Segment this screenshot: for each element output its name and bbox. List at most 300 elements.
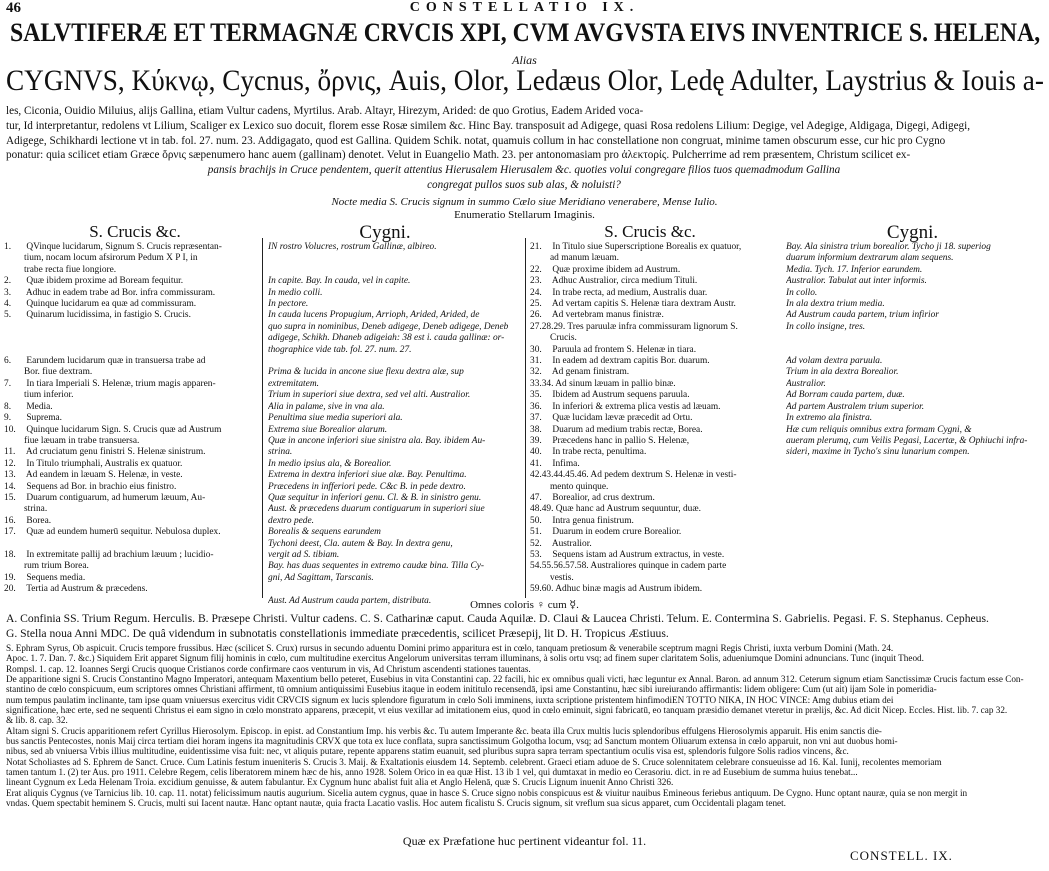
list-row: [530, 242, 780, 253]
star-description: vestis.: [550, 572, 574, 583]
list-row: [268, 516, 522, 527]
list-row: [4, 539, 258, 550]
list-row: [530, 413, 780, 424]
list-row: [530, 345, 780, 356]
star-number: 25.: [530, 299, 542, 310]
star-description: Quinarum lucidissima, in fastigio S. Crucis.: [26, 310, 191, 321]
star-description: In ala dextra trium media.: [786, 299, 885, 310]
list-row: [786, 322, 1046, 333]
star-description: vergit ad S. tibiam.: [268, 549, 340, 560]
list-row: [4, 367, 258, 378]
list-row: [4, 470, 258, 481]
list-row: [268, 425, 522, 436]
star-number: 59.60.: [530, 584, 554, 595]
star-description: tium inferior.: [24, 390, 74, 401]
intro-text: [6, 104, 1042, 193]
star-number: 16.: [4, 515, 16, 526]
list-row: [268, 470, 522, 481]
star-number: 18.: [4, 549, 16, 560]
list-row: [4, 459, 258, 470]
list-row: [268, 504, 522, 515]
star-description: Sequens ad Bor. in brachio eius finistro.: [26, 481, 177, 492]
list-row: [4, 402, 258, 413]
star-description: In extremo ala finistra.: [786, 413, 873, 424]
star-description: In inferiori & extrema plica vestis ad læuam.: [552, 401, 721, 412]
list-row: [786, 265, 1046, 276]
legend-text: [6, 611, 1042, 641]
star-number: 33.34.: [530, 378, 554, 389]
list-row: [268, 584, 522, 595]
star-description: Adhuc binæ magis ad Austrum ibidem.: [555, 584, 703, 595]
star-description: Ad vertebram manus finistræ.: [551, 310, 664, 321]
star-description: Alia in palame, sive in vna ala.: [268, 401, 385, 412]
star-number: 38.: [530, 424, 542, 435]
star-description: aueram plerumq, cum Veilis Pegasi, Lacertæ, & Ophiuchi infra-: [786, 435, 1028, 446]
star-number: 14.: [4, 481, 16, 492]
list-row: [268, 299, 522, 310]
list-row: [268, 310, 522, 321]
list-row: [268, 322, 522, 333]
star-description: Bay. has duas sequentes in extremo caudæ bina. Tilla Cy-: [268, 561, 485, 572]
star-number: 11.: [4, 447, 16, 458]
list-row: [4, 242, 258, 253]
star-description: Ibidem ad Austrum sequens paruula.: [552, 390, 690, 401]
star-description: Quæ lucidam lævæ præcedit ad Ortu.: [552, 413, 693, 424]
note-line: significatione, hæc erte, sed ne sequenti Christus ei eam signo in cœlo monstrato apparens, præcepit, vt eius vexillar ad imitationem eius, quod in cœlo eminuit, signi fabricatū, eo tanquam præsidio demanet vteretur in prælijs, &c. Ad dicit Nicep. Eccles. Hist. lib. 7. cap 32.: [6, 705, 1008, 716]
list-row: [4, 436, 258, 447]
list-row: [268, 561, 522, 572]
note-line: Rompsl. 1. cap. 12. Ioannes Sergi Crucis quoque Cristianos corde confirmare caos venturum in vis, Ad Christum ascendenti stationes tauentas.: [6, 663, 531, 674]
list-row: [4, 573, 258, 584]
star-number: 2.: [4, 276, 12, 287]
note-line: Altam signi S. Crucis apparitionem refert Cyrillus Hierosolym. Episcop. in epist. ad Constantium Imp. his verbis &c. Tu autem Imperante &c. beata illa Crux multis lucis splendoribus effulgens Hierosolymis apparuit. His enim sanctis die-: [6, 725, 882, 736]
star-description: Duarum ad medium trabis rectæ, Borea.: [552, 424, 703, 435]
star-description: In cauda lucens Propugium, Arrioph, Arided, Arided, de: [268, 310, 480, 321]
star-description: fiue læuam in trabe transuersa.: [24, 435, 140, 446]
list-row: [4, 356, 258, 367]
list-row: [268, 402, 522, 413]
list-row: [786, 413, 1046, 424]
intro-line: congregat pullos suos sub alas, & noluisti?: [427, 178, 621, 191]
star-number: 37.: [530, 413, 542, 424]
legend-line: A. Confinia SS. Trium Regum. Herculis. B. Præsepe Christi. Vultur cadens. C. S. Catharinæ caput. Cauda Aquilæ. D. Claui & Laucea Christi. Telum. E. Contermina S. Gabrielis. Pegasi. F. S. Stephanus. Cepheus.: [6, 612, 989, 625]
list-row: [530, 539, 780, 550]
list-row: [4, 253, 258, 264]
star-number: 22.: [530, 264, 542, 275]
star-description: In tiara Imperiali S. Helenæ, trium magis apparen-: [26, 378, 216, 389]
list-row: [530, 584, 780, 595]
star-description: Tertia ad Austrum & præcedens.: [26, 584, 148, 595]
star-description: In capite. Bay. In cauda, vel in capite.: [268, 276, 411, 287]
intro-line: Adigege, Schikhardi lectione vt in tab. fol. 27. num. 23. Addigagato, quod est Gallina. Quidem Schik. notat, quamuis collum in hac constellatione non congruat, minime tamen obscurum esse, cur hic pro Cygno: [6, 134, 946, 147]
star-description: duarum informium dextrarum alam sequens.: [786, 253, 954, 264]
list-row: [530, 356, 780, 367]
star-description: Duarum in eodem crure Borealior.: [552, 527, 682, 538]
list-row: [268, 482, 522, 493]
list-row: [4, 550, 258, 561]
star-description: IN rostro Volucres, rostrum Gallinæ, albireo.: [268, 242, 437, 252]
list-row: [530, 402, 780, 413]
star-description: Præcedens in infferiori pede. C&c B. in pede dextro.: [268, 481, 466, 492]
note-line: lineant Cygnum ex Leda Helenam Troia. excidium genuisse, & autem fabulantur. Ex Cygnum hunc abalist fuit alia et Anglo Helenā, quæ S. Crucis Lignum inuenit Anno Christi 326.: [6, 777, 674, 788]
star-number: 19.: [4, 572, 16, 583]
star-description: Media.: [26, 401, 53, 412]
star-description: Australior. Tabulat aut inter informis.: [786, 276, 927, 287]
list-row: [4, 390, 258, 401]
star-description: QVinque lucidarum, Signum S. Crucis repræsentan-: [26, 242, 222, 252]
star-description: In collo.: [786, 287, 818, 298]
list-row: [530, 310, 780, 321]
star-description: Ad cruciatum genu finistri S. Helenæ sinistrum.: [25, 447, 206, 458]
list-row: [4, 482, 258, 493]
star-description: Media. Tych. 17. Inferior earundem.: [786, 264, 923, 275]
star-number: 52.: [530, 538, 542, 549]
star-description: In medio ipsius ala, & Borealior.: [268, 458, 392, 469]
star-number: 53.: [530, 549, 542, 560]
intro-line: les, Ciconia, Ouidio Miluius, alijs Gallina, etiam Vultur cadens, Myrtilus. Arab. Altayr, Hirezym, Arided: de quo Grotius, Eadem Arided voca-: [6, 105, 644, 117]
star-number: 4.: [4, 299, 12, 310]
star-number: 7.: [4, 378, 12, 389]
star-description: In eadem ad dextram capitis Bor. duarum.: [552, 356, 710, 367]
star-description: In trabe recta, ad medium, Australis duar.: [552, 287, 708, 298]
list-row: [4, 516, 258, 527]
star-description: Quæ in ancone inferiori siue sinistra ala. Bay. ibidem Au-: [268, 435, 486, 446]
star-description: Australior.: [551, 538, 592, 549]
list-row: [268, 413, 522, 424]
list-row: [786, 345, 1046, 356]
list-row: [4, 413, 258, 424]
star-description: Duarum contiguarum, ad humerum læuum, Au-: [26, 492, 206, 503]
list-row: [530, 527, 780, 538]
star-number: 12.: [4, 458, 16, 469]
star-description: Quæ hanc ad Austrum sequuntur, duæ.: [555, 504, 701, 515]
list-row: [786, 333, 1046, 344]
star-description: Adhuc in eadem trabe ad Bor. infra commissuram.: [25, 287, 216, 298]
list-row: [4, 447, 258, 458]
list-row: [530, 322, 780, 333]
star-number: 5.: [4, 310, 12, 321]
star-description: trabe recta fiue longiore.: [24, 264, 117, 275]
list-row: [786, 253, 1046, 264]
list-row: [268, 333, 522, 344]
list-row: [268, 345, 522, 356]
main-title: SALVTIFERÆ ET TERMAGNÆ CRVCIS XPI, CVM AVGVSTA EIVS INVENTRICE S. HELENA,: [10, 18, 1041, 47]
star-list-cygni-1: [268, 242, 522, 607]
list-row: [530, 425, 780, 436]
list-row: [530, 516, 780, 527]
star-number: 15.: [4, 492, 16, 503]
intro-line: ponatur: quia scilicet etiam Græce ὄρνις sæpenumero hanc auem (gallinam) denotet. Velut in Euangelio Math. 23. per antonomasiam pro ἀλεκτορίς. Pulcherrime ad rem præsentem, Christum scilicet ex-: [6, 149, 911, 162]
star-description: Bor. fiue dextram.: [24, 367, 93, 378]
star-description: Trium in superiori siue dextra, sed vel alti. Australior.: [268, 390, 471, 401]
list-row: [268, 573, 522, 584]
list-row: [786, 447, 1046, 458]
list-row: [530, 379, 780, 390]
list-row: [4, 288, 258, 299]
star-description: Intra genua finistrum.: [552, 515, 634, 526]
star-list-crucis-2: [530, 242, 780, 596]
star-description: Ad genam finistram.: [551, 367, 630, 378]
list-row: [786, 425, 1046, 436]
list-row: [530, 390, 780, 401]
note-line: vndas. Quem spectabit heminem S. Crucis, multi sui Iacent nautæ. Hanc optant nautæ, quia fracta Lacatio vaslis. Hoc autem ficalistu S. Crucis signum, sit vreflum sua sicus apparet, cum Occidentali plagam tenet.: [6, 798, 786, 809]
star-description: Adhuc Australior, circa medium Tituli.: [551, 276, 698, 287]
list-row: [268, 390, 522, 401]
star-description: Ad pedem dextrum S. Helenæ in vesti-: [590, 470, 737, 481]
star-description: dextro pede.: [268, 515, 314, 526]
star-description: strina.: [268, 447, 293, 458]
star-number: 47.: [530, 492, 542, 503]
note-line: num tempus paulatim inclinante, tam ipse quam vniuersus exercitus vidit CRVCIS signum ex lucis splendore figuratum in cœlo Soli imminens, iuxta scriptione pristentem hinfimodiEN TOTTO NIKA, IN HOC VINCE: Amg dubius etiam dei: [6, 694, 894, 705]
star-description: quo supra in nominibus, Deneb adigege, Deneb adigege, Deneb: [268, 321, 509, 332]
star-description: sideri, maxime in Tycho's sinu lunarium compen.: [786, 447, 970, 458]
list-row: [530, 299, 780, 310]
star-description: Aust. Ad Austrum cauda partem, distributa.: [268, 595, 432, 606]
star-description: Penultima siue media superiori ala.: [268, 413, 403, 424]
star-number: 23.: [530, 276, 542, 287]
star-description: In pectore.: [268, 299, 309, 310]
star-description: In extremitate pallij ad brachium læuum ; lucidio-: [26, 549, 214, 560]
list-row: [268, 527, 522, 538]
star-number: 3.: [4, 287, 12, 298]
star-number: 21.: [530, 242, 542, 252]
star-number: 17.: [4, 527, 16, 538]
list-row: [786, 356, 1046, 367]
column-divider: [525, 238, 526, 598]
star-description: Præcedens hanc in pallio S. Helenæ,: [552, 435, 690, 446]
star-number: 42.43.44.45.46.: [530, 470, 589, 481]
star-description: rum trium Borea.: [24, 561, 89, 572]
list-row: [530, 367, 780, 378]
list-row: [4, 322, 258, 333]
list-row: [268, 550, 522, 561]
intro-line: tur, Id interpretantur, redolens vt Lilium, Scaliger ex Lexico suo docuit, florem esse Rosæ similem &c. Hinc Bay. transposuit ad Adigege, quasi Rosa redolens Lilium: Degige, vel Adegige, Aldigaga, Digegi, Adigegi,: [6, 119, 971, 132]
list-row: [4, 379, 258, 390]
list-row: [786, 402, 1046, 413]
list-row: [4, 265, 258, 276]
list-row: [268, 367, 522, 378]
column-heading-cygni-2: Cygni.: [886, 222, 939, 243]
star-number: 50.: [530, 515, 542, 526]
list-row: [786, 367, 1046, 378]
list-row: [786, 276, 1046, 287]
star-description: Sequens media.: [26, 572, 86, 583]
list-row: [4, 276, 258, 287]
star-number: 8.: [4, 401, 12, 412]
note-line: S. Ephram Syrus, Ob aspicuit. Crucis tempore frussibus. Hæc (scilicet S. Crux) rursus in secundo aduentu Domini primo apparitura est in cœlo, tanquam pretiosum & venerabile sceptrum magni Regis Christi, iuxta verbum Domini (Math. 24.: [6, 643, 894, 653]
star-number: 10.: [4, 424, 16, 435]
list-row: [4, 299, 258, 310]
list-row: [4, 561, 258, 572]
star-description: Quinque lucidarum Sign. S. Crucis quæ ad Austrum: [26, 424, 222, 435]
list-row: [530, 561, 780, 572]
star-number: 35.: [530, 390, 542, 401]
star-number: 51.: [530, 527, 542, 538]
star-description: Ad eandem in læuam S. Helenæ, in veste.: [25, 470, 183, 481]
note-line: Apoc. 1. 7. Dan. 7. &c.) Siquidem Erit apparet Signum filij hominis in cœlo, cum multitudine exercitus Angelorum universitas terram illuminans, à solis ortu vsq; ad finem super claritatem Solis, adueniumque Domini adnuncians. Tunc (inquit Theod.: [6, 653, 924, 664]
star-number: 1.: [4, 242, 12, 252]
star-description: Australior.: [786, 378, 826, 389]
star-description: In collo insigne, tres.: [786, 321, 866, 332]
star-description: Infima.: [552, 458, 580, 469]
star-description: Sequens istam ad Austrum extractus, in veste.: [552, 549, 725, 560]
star-number: 48.49.: [530, 504, 554, 515]
star-description: Ad Austrum cauda partem, trium infirior: [786, 310, 939, 321]
star-description: In trabe recta, penultima.: [552, 447, 647, 458]
star-description: adigege, Schikh. Dhaneb adigeiah: 38 est i. cauda gallinæ: or-: [268, 333, 505, 344]
list-row: [530, 482, 780, 493]
note-line: & lib. 8. cap. 32.: [6, 715, 68, 726]
star-description: Australiores quinque in cadem parte: [590, 561, 727, 572]
list-row: [268, 242, 522, 253]
list-row: [4, 345, 258, 356]
list-row: [530, 253, 780, 264]
star-description: In Titulo siue Superscriptione Borealis ex quatuor,: [552, 242, 742, 252]
star-description: tium, nocam locum afsirorum Pedum X P I, in: [24, 253, 198, 264]
star-number: 6.: [4, 356, 12, 367]
note-line: stantino de cœlo conspicuum, eum scriptores omnes Christiani affirment, tū omnium antiquissimi Eusebius itaque in eodem inititulo recensendā, ipsi ame Constantinu, hæc sibi iureiurando affirmantis: lidem obligere: Cum (ut ait) ijam Sole in pomeridia-: [6, 684, 937, 695]
star-number: 40.: [530, 447, 542, 458]
star-number: 27.28.29.: [530, 321, 566, 332]
night-note: Nocte media S. Crucis signum in summo Cælo siue Meridiano venerabere, Mense Iulio.: [331, 196, 718, 208]
star-description: Trium in ala dextra Borealior.: [786, 367, 899, 378]
intro-line: pansis brachijs in Cruce pendentem, querit attentius Hierusalem Hierusalem &c. quoties volui congregare filios tuos quemadmodum Gallina: [207, 164, 841, 177]
footer-catchword: CONSTELL. IX.: [850, 848, 953, 863]
star-description: Quæ ad eundem humerū sequitur. Nebulosa duplex.: [26, 527, 221, 538]
star-number: 32.: [530, 367, 542, 378]
star-description: Quæ proxime ibidem ad Austrum.: [552, 264, 681, 275]
star-number: 36.: [530, 401, 542, 412]
star-number: 13.: [4, 470, 16, 481]
star-description: Extrema siue Borealior alarum.: [268, 424, 388, 435]
list-row: [4, 333, 258, 344]
list-row: [530, 288, 780, 299]
star-description: Prima & lucida in ancone siue flexu dextra alæ, sup: [268, 367, 464, 378]
list-row: [268, 265, 522, 276]
list-row: [4, 504, 258, 515]
list-row: [786, 310, 1046, 321]
list-row: [268, 356, 522, 367]
star-description: mento quinque.: [550, 481, 609, 492]
list-row: [268, 276, 522, 287]
star-description: In Titulo triumphali, Australis ex quatuor.: [26, 458, 183, 469]
star-description: Borea.: [26, 515, 52, 526]
star-description: gni, Ad Sagittam, Tarscanis.: [268, 572, 374, 583]
star-number: 30.: [530, 344, 542, 355]
star-number: 9.: [4, 413, 12, 424]
star-description: Quæ sequitur in inferiori genu. Cl. & B. in sinistro genu.: [268, 492, 482, 503]
enumeration-heading: Enumeratio Stellarum Imaginis.: [454, 209, 595, 221]
star-description: Aust. & præcedens duarum contiguarum in superiori siue: [268, 504, 485, 515]
list-row: [786, 390, 1046, 401]
column-heading-crucis-1: S. Crucis &c.: [89, 222, 181, 241]
list-row: [4, 493, 258, 504]
list-row: [530, 436, 780, 447]
list-row: [268, 253, 522, 264]
note-line: De apparitione signi S. Crucis Constantino Magno Imperatori, antequam Maxentium bello peteret, Eusebius in vita Constantini cap. 22 facili, hic ex omnibus quali victi, hæc leguntur ex Annal. Baron. ad annum 312. Ceterum signum etiam Sanctissimæ Crucis factum esse Con-: [6, 674, 1024, 685]
star-number: 31.: [530, 356, 542, 367]
star-description: Suprema.: [26, 413, 63, 424]
star-description: Ad sinum læuam in pallio binæ.: [555, 378, 676, 389]
star-number: 54.55.56.57.58.: [530, 561, 589, 572]
column-divider: [262, 238, 263, 598]
star-description: ad manum læuam.: [550, 253, 619, 264]
star-description: Ad vertam capitis S. Helenæ tiara dextram Austr.: [551, 299, 736, 310]
list-row: [786, 436, 1046, 447]
list-row: [530, 550, 780, 561]
star-list-crucis-1: [4, 242, 258, 596]
list-row: [268, 288, 522, 299]
page-number: 46: [6, 0, 21, 16]
star-description: Ad Borram cauda partem, duæ.: [786, 390, 905, 401]
star-number: 41.: [530, 458, 542, 469]
list-row: [786, 288, 1046, 299]
list-row: [268, 539, 522, 550]
legend-line: G. Stella noua Anni MDC. De quâ videndum in subnotatis constellationis immediate præcedentis, scilicet Præsepij, lit D. H. Tropicus Æstiuus.: [6, 627, 669, 640]
note-line: Notat Scholiastes ad S. Ephrem de Sanct. Cruce. Cum Latinis festum inueniteris S. Crucis 3. Maij. & Exaltationis eiusdem 14. Septemb. celebrent. Graeci etiam aduoe de S. Cruce solennitatem celebrare consueuisse ad 16. Kal. Iunij, recolentes memoriam: [6, 756, 942, 767]
star-description: Tres paruulæ infra commissuram lignorum S.: [567, 321, 738, 332]
star-number: 24.: [530, 287, 542, 298]
star-description: Ad volam dextra paruula.: [786, 356, 883, 367]
star-description: strina.: [24, 504, 48, 515]
list-row: [268, 436, 522, 447]
list-row: [786, 299, 1046, 310]
list-row: [786, 242, 1046, 253]
list-row: [268, 459, 522, 470]
list-row: [530, 265, 780, 276]
list-row: [268, 493, 522, 504]
notes-text: [6, 643, 1042, 809]
list-row: [530, 470, 780, 481]
star-description: In medio colli.: [268, 287, 323, 298]
list-row: [4, 584, 258, 595]
list-row: [530, 459, 780, 470]
star-list-cygni-2: [786, 242, 1046, 459]
list-row: [786, 379, 1046, 390]
star-number: 39.: [530, 435, 542, 446]
list-row: [268, 447, 522, 458]
star-description: extremitatem.: [268, 378, 319, 389]
colour-note: Omnes coloris ♀ cum ☿.: [470, 599, 579, 611]
constellation-names: CYGNVS, Κύκνῳ, Cycnus, ὄρνις, Auis, Olor, Ledæus Olor, Ledę Adulter, Laystrius & Iouis a-: [6, 64, 1044, 97]
list-row: [268, 379, 522, 390]
list-row: [530, 276, 780, 287]
list-row: [530, 447, 780, 458]
star-description: Borealis & sequens earundem: [268, 527, 381, 538]
star-number: 20.: [4, 584, 16, 595]
list-row: [530, 504, 780, 515]
star-description: Quinque lucidarum ea quæ ad commissuram.: [26, 299, 197, 310]
column-heading-crucis-2: S. Crucis &c.: [604, 222, 696, 241]
note-line: Erat aliquis Cygnus (ve Tarnicius lib. 10. cap. 11. notat) felicissimum nautis augurium. Sicelia autem cygnus, quae in hasce S. Cruce signo nobis conspicuus est & viuitur nauibus Emineous feriebus antiquum. De Cygno. Hunc optant nauræ, quia se non mergit in: [6, 787, 968, 798]
star-description: Extrema in dextra inferiori siue alæ. Bay. Penultima.: [268, 470, 467, 481]
list-row: [4, 310, 258, 321]
star-description: Crucis.: [550, 333, 577, 344]
note-line: nibus, sed ab vniuersa Vrbis illius multitudine, euidentissime visa fuit: nec, vt aliquis putare, repente apparens statim euanuit, sed pluribus supra sapra terram spectantium oculis visa est, splendoris fulgore Solis radios vincens, &c.: [6, 746, 849, 757]
star-description: thographice vide tab. fol. 27. num. 27.: [268, 344, 412, 355]
preface-reference: Quæ ex Præfatione huc pertinent videantur fol. 11.: [402, 834, 647, 848]
star-description: Hæ cum reliquis omnibus extra formam Cygni, &: [786, 424, 972, 435]
list-row: [530, 573, 780, 584]
list-row: [530, 333, 780, 344]
star-description: Borealior, ad crus dextrum.: [552, 492, 655, 503]
alias-label: Alias: [512, 53, 537, 67]
column-heading-cygni-1: Cygni.: [359, 222, 411, 243]
list-row: [4, 425, 258, 436]
star-description: Tychoni deest, Cla. autem & Bay. In dextra genu,: [268, 538, 453, 549]
star-description: Paruula ad frontem S. Helenæ in tiara.: [552, 344, 697, 355]
constellation-heading: CONSTELLATIO IX.: [409, 0, 640, 15]
